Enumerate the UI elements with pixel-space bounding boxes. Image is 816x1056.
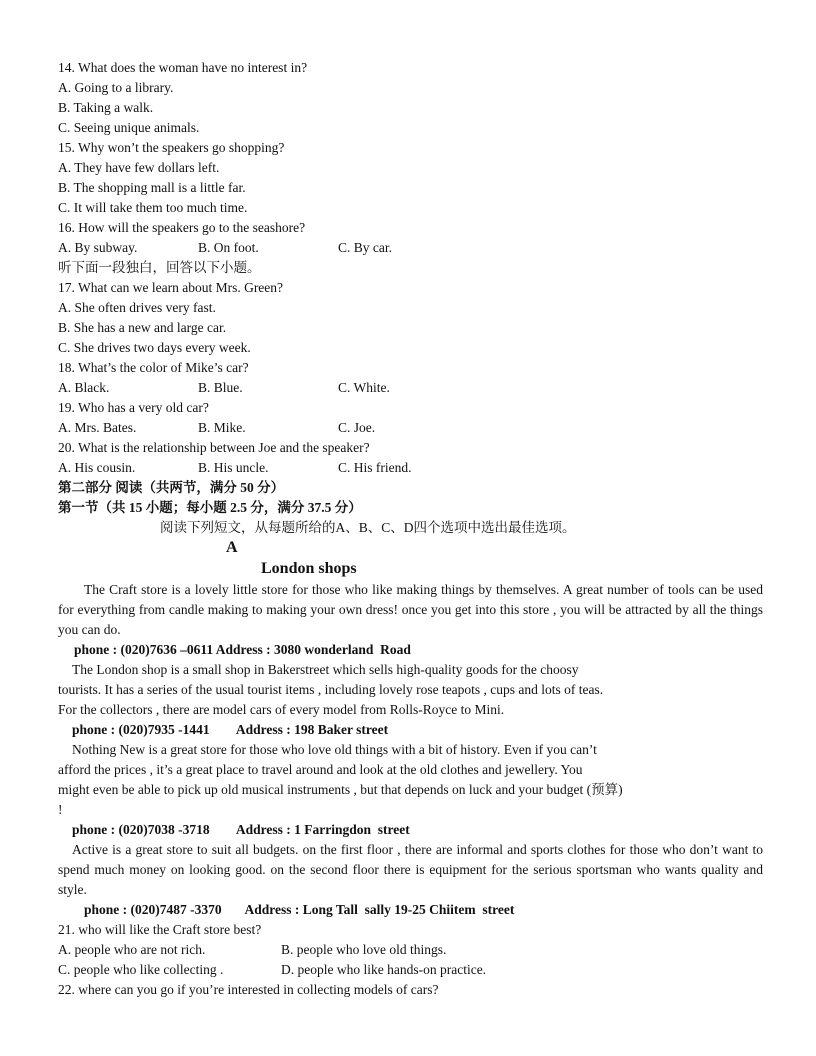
paragraph-nothing-new-line2: afford the prices , it’s a great place to travel around and look at the old clothes and jewellery. You — [58, 762, 583, 777]
option-20c: C. His friend. — [338, 460, 412, 475]
contact-craft-store: phone : (020)7636 –0611 Address : 3080 wonderland Road — [74, 642, 411, 657]
option-16a: A. By subway. — [58, 240, 138, 255]
passage-title: London shops — [261, 560, 357, 577]
contact-nothing-new: phone : (020)7038 -3718 Address : 1 Farringdon street — [72, 822, 410, 837]
paragraph-active: Active is a great store to suit all budgets. on the first floor , there are informal and sports clothes for those who don’t want to spend much money on looking good. on the second floor there is equipment for the serious sportsman who wants quality and style. — [58, 842, 763, 897]
option-17a: A. She often drives very fast. — [58, 300, 216, 315]
question-22: 22. where can you go if you’re interested in collecting models of cars? — [58, 982, 439, 997]
paragraph-london-shop-line2: tourists. It has a series of the usual tourist items , including lovely rose teapots , cups and lots of teas. — [58, 682, 604, 697]
question-16: 16. How will the speakers go to the seashore? — [58, 220, 306, 235]
question-21: 21. who will like the Craft store best? — [58, 922, 262, 937]
reading-instruction: 阅读下列短文，从每题所给的A、B、C、D四个选项中选出最佳选项。 — [160, 520, 576, 535]
part-title: 第二部分 阅读（共两节，满分 50 分） — [58, 480, 285, 495]
option-19a: A. Mrs. Bates. — [58, 420, 137, 435]
option-21d: D. people who like hands-on practice. — [281, 962, 487, 977]
paragraph-nothing-new-line4: ! — [58, 802, 63, 817]
contact-london-shop: phone : (020)7935 -1441 Address : 198 Baker street — [72, 722, 389, 737]
option-21c: C. people who like collecting . — [58, 962, 224, 977]
options-21-row1 — [58, 940, 763, 960]
option-15b: B. The shopping mall is a little far. — [58, 180, 246, 195]
option-17c: C. She drives two days every week. — [58, 340, 251, 355]
options-18 — [58, 378, 763, 398]
option-15c: C. It will take them too much time. — [58, 200, 248, 215]
option-18c: C. White. — [338, 380, 390, 395]
section-title: 第一节（共 15 小题；每小题 2.5 分，满分 37.5 分） — [58, 500, 362, 515]
question-17: 17. What can we learn about Mrs. Green? — [58, 280, 284, 295]
paragraph-nothing-new-line3: might even be able to pick up old musical instruments , but that depends on luck and your budget (预算) — [58, 782, 623, 797]
option-20b: B. His uncle. — [198, 460, 269, 475]
option-20a: A. His cousin. — [58, 460, 136, 475]
option-17b: B. She has a new and large car. — [58, 320, 227, 335]
question-19: 19. Who has a very old car? — [58, 400, 209, 415]
option-14a: A. Going to a library. — [58, 80, 174, 95]
paragraph-craft-store: The Craft store is a lovely little store for those who like making things by themselves. A great number of tools can be used for everything from candle making to making your own dress! once you get into this store , you will be attracted by all the things you can do. — [58, 582, 763, 637]
question-20: 20. What is the relationship between Joe and the speaker? — [58, 440, 370, 455]
options-16 — [58, 238, 763, 258]
option-18b: B. Blue. — [198, 380, 243, 395]
option-18a: A. Black. — [58, 380, 110, 395]
paragraph-london-shop-line1: The London shop is a small shop in Bakerstreet which sells high-quality goods for the choosy — [72, 662, 579, 677]
option-15a: A. They have few dollars left. — [58, 160, 220, 175]
question-15: 15. Why won’t the speakers go shopping? — [58, 140, 285, 155]
paragraph-london-shop-line3: For the collectors , there are model cars of every model from Rolls-Royce to Mini. — [58, 702, 505, 717]
option-21b: B. people who love old things. — [281, 942, 447, 957]
options-20 — [58, 458, 763, 478]
monologue-intro: 听下面一段独白，回答以下小题。 — [58, 260, 261, 275]
document-page — [58, 58, 763, 1000]
option-19c: C. Joe. — [338, 420, 376, 435]
contact-active: phone : (020)7487 -3370 Address : Long Tall sally 19-25 Chiitem street — [84, 902, 515, 917]
option-14c: C. Seeing unique animals. — [58, 120, 200, 135]
paragraph-nothing-new-line1: Nothing New is a great store for those who love old things with a bit of history. Even if you can’t — [72, 742, 597, 757]
option-21a: A. people who are not rich. — [58, 942, 206, 957]
option-19b: B. Mike. — [198, 420, 246, 435]
options-19 — [58, 418, 763, 438]
question-18: 18. What’s the color of Mike’s car? — [58, 360, 249, 375]
option-16b: B. On foot. — [198, 240, 259, 255]
options-21-row2 — [58, 960, 763, 980]
question-14: 14. What does the woman have no interest in? — [58, 60, 308, 75]
option-14b: B. Taking a walk. — [58, 100, 154, 115]
passage-letter: A — [226, 539, 238, 556]
option-16c: C. By car. — [338, 240, 392, 255]
